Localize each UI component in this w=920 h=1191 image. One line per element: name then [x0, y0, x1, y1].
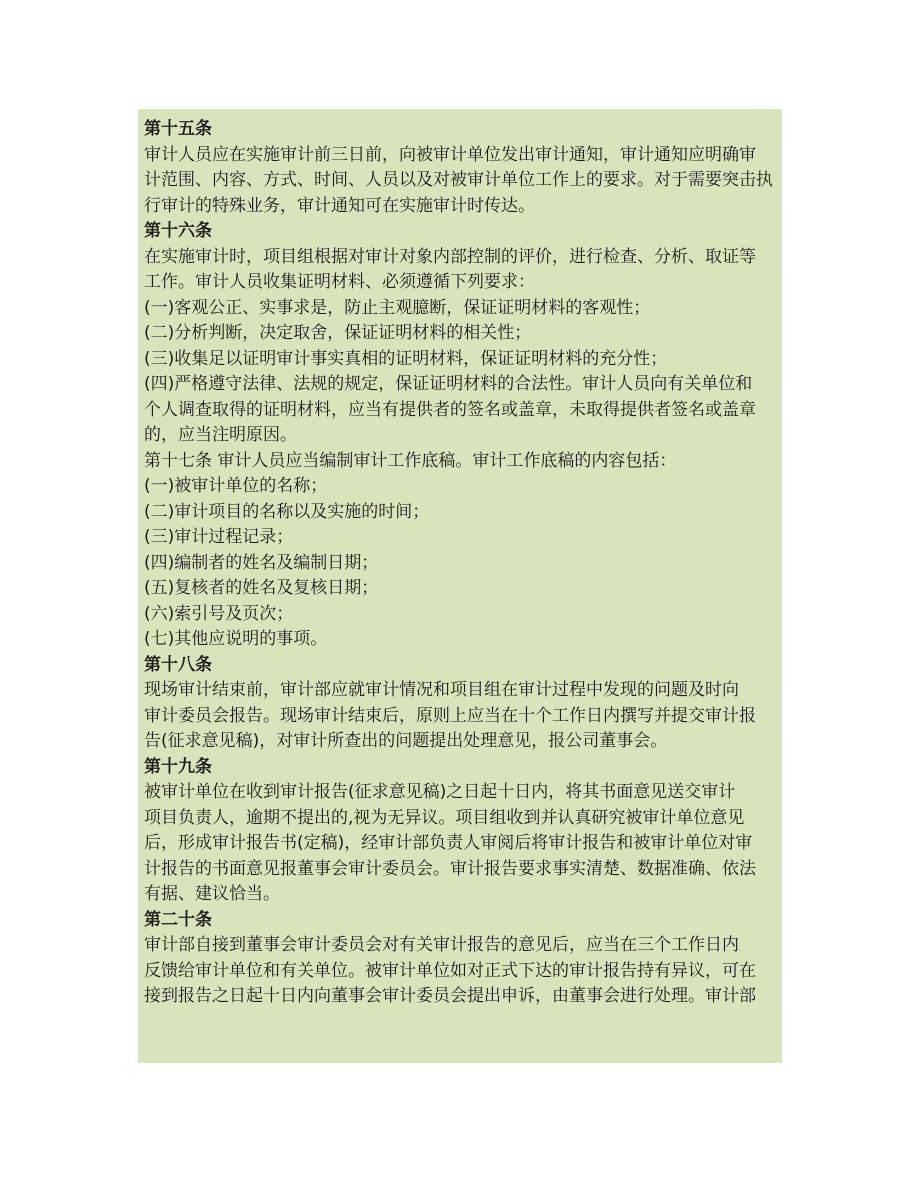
paragraph-line: 审计委员会报告。现场审计结束后，原则上应当在十个工作日内撰写并提交审计报	[144, 705, 756, 726]
paragraph-line: 行审计的特殊业务，审计通知可在实施审计时传达。	[144, 195, 535, 216]
list-item: (一)客观公正、实事求是，防止主观臆断，保证证明材料的客观性；	[144, 297, 651, 318]
paragraph-line: 计范围、内容、方式、时间、人员以及对被审计单位工作上的要求。对于需要突击执	[144, 170, 773, 190]
list-item: (一)被审计单位的名称；	[144, 476, 328, 496]
paragraph-line: 后，形成审计报告书(定稿)，经审计部负责人审阅后将审计报告和被审计单位对审	[144, 833, 753, 853]
list-item: (二)审计项目的名称以及实施的时间；	[144, 501, 430, 522]
paragraph-line: 审计部自接到董事会审计委员会对有关审计报告的意见后，应当在三个工作日内	[144, 935, 739, 955]
list-item: (二)分析判断，决定取舍，保证证明材料的相关性；	[144, 323, 532, 343]
paragraph-line: 被审计单位在收到审计报告(征求意见稿)之日起十日内，将其书面意见送交审计	[144, 782, 736, 802]
list-item: (六)索引号及页次；	[144, 603, 294, 624]
paragraph-line: 反馈给审计单位和有关单位。被审计单位如对正式下达的审计报告持有异议，可在	[144, 960, 756, 981]
paragraph-line: 在实施审计时，项目组根据对审计对象内部控制的评价，进行检查、分析、取证等	[144, 246, 756, 267]
paragraph-line: 审计人员应在实施审计前三日前，向被审计单位发出审计通知，审计通知应明确审	[144, 144, 756, 165]
paragraph-line: 工作。审计人员收集证明材料、必须遵循下列要求：	[144, 272, 535, 292]
paragraph-line: 项目负责人，逾期不提出的,视为无异议。项目组收到并认真研究被审计单位意见	[144, 807, 745, 828]
list-item: (四)严格遵守法律、法规的规定，保证证明材料的合法性。审计人员向有关单位和	[144, 374, 753, 394]
article-heading: 第十六条	[144, 221, 212, 241]
article-heading: 第十五条	[144, 119, 212, 139]
paragraph-line: 接到报告之日起十日内向董事会审计委员会提出申诉，由董事会进行处理。审计部	[144, 986, 756, 1006]
article-heading: 第十九条	[144, 756, 212, 777]
list-item: (三)收集足以证明审计事实真相的证明材料，保证证明材料的充分性；	[144, 348, 668, 369]
paragraph-line: 告(征求意见稿)，对审计所查出的问题提出处理意见，报公司董事会。	[144, 731, 668, 751]
paragraph-line: 个人调查取得的证明材料，应当有提供者的签名或盖章，未取得提供者签名或盖章	[144, 399, 756, 420]
paragraph-line: 的，应当注明原因。	[144, 425, 297, 445]
list-item: (五)复核者的姓名及复核日期；	[144, 578, 379, 598]
article-heading: 第十八条	[144, 654, 212, 675]
list-item: (四)编制者的姓名及编制日期；	[144, 552, 379, 573]
document-lines	[144, 117, 778, 1010]
document-text-block	[138, 109, 782, 1063]
paragraph-line: 第十七条 审计人员应当编制审计工作底稿。审计工作底稿的内容包括：	[144, 450, 677, 471]
paragraph-line: 现场审计结束前，审计部应就审计情况和项目组在审计过程中发现的问题及时向	[144, 680, 739, 700]
paragraph-line: 计报告的书面意见报董事会审计委员会。审计报告要求事实清楚、数据准确、依法	[144, 858, 756, 879]
list-item: (三)审计过程记录；	[144, 527, 294, 547]
article-heading: 第二十条	[144, 909, 212, 930]
list-item: (七)其他应说明的事项。	[144, 629, 328, 649]
paragraph-line: 有据、建议恰当。	[144, 884, 280, 904]
